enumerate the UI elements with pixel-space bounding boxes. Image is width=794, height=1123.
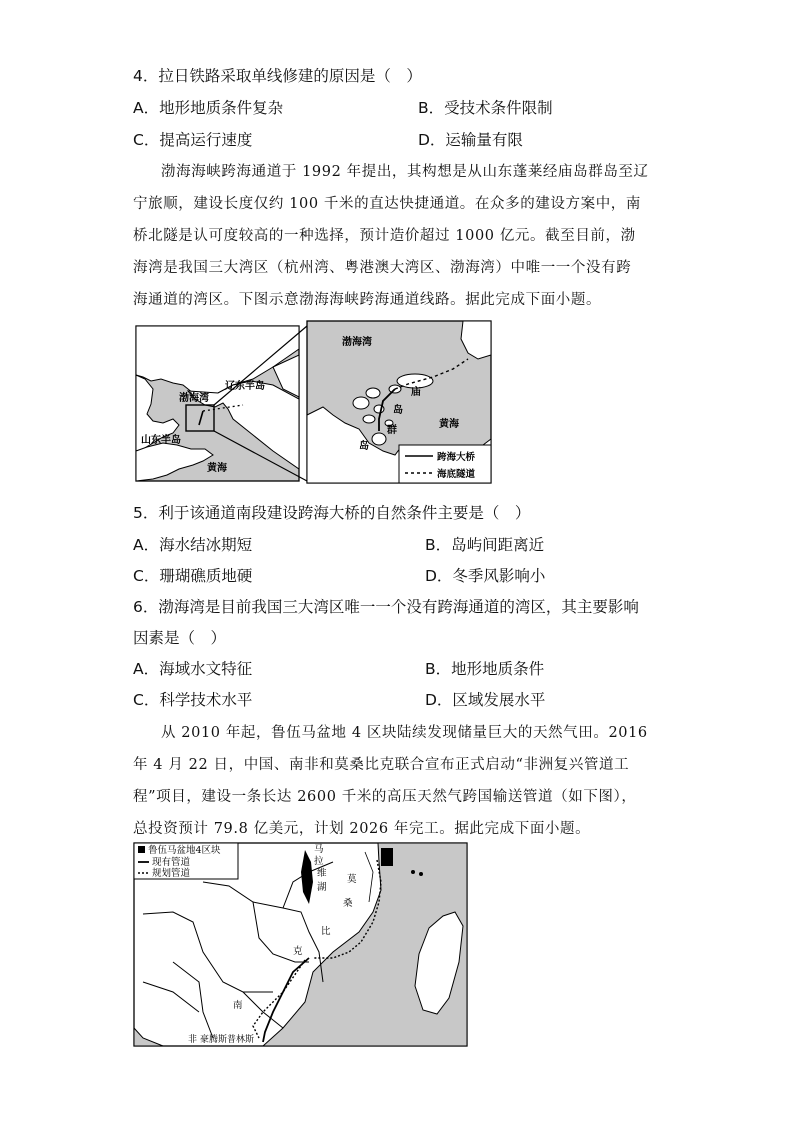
legend-bridge-label: 跨海大桥 <box>437 452 476 463</box>
label-yellow-sea-left: 黄海 <box>207 463 227 474</box>
q4-option-c[interactable]: C．提高运行速度 <box>133 131 253 149</box>
question-6-stem-line1: 6．渤海湾是目前我国三大湾区唯一一个没有跨海通道的湾区，其主要影响 <box>133 598 639 616</box>
q4-option-a[interactable]: A．地形地质条件复杂 <box>133 99 284 117</box>
map2-legend <box>134 843 238 879</box>
q6-option-d[interactable]: D．区域发展水平 <box>425 691 546 709</box>
question-4-stem: 4．拉日铁路采取单线修建的原因是（ ） <box>133 67 422 85</box>
label-fei: 非 <box>188 1035 198 1045</box>
q4-option-d[interactable]: D．运输量有限 <box>418 131 523 149</box>
bohai-detail-panel <box>307 321 491 483</box>
q5-option-d[interactable]: D．冬季风影响小 <box>425 567 546 585</box>
q4-option-b[interactable]: B．受技术条件限制 <box>418 99 553 117</box>
passage-line: 总投资预计 79.8 亿美元，计划 2026 年完工。据此完成下面小题。 <box>133 821 591 837</box>
q6-option-a[interactable]: A．海域水文特征 <box>133 660 253 678</box>
pipeline-map <box>133 842 469 1048</box>
label-ke: 克 <box>293 946 303 957</box>
passage-bohai-strait <box>133 156 663 316</box>
label-wei: 维 <box>317 868 327 879</box>
passage-line: 渤海海峡跨海通道于 1992 年提出，其构想是从山东蓬莱经庙岛群岛至辽 <box>161 164 649 180</box>
label-la: 拉 <box>314 856 324 867</box>
label-sang: 桑 <box>343 898 353 909</box>
passage-line: 年 4 月 22 日，中国、南非和莫桑比克联合宣布正式启动“非洲复兴管道工 <box>133 757 630 773</box>
q5-option-b[interactable]: B．岛屿间距离近 <box>425 536 545 554</box>
label-bi: 比 <box>321 926 331 937</box>
legend-ruvuma-block: 鲁伍马盆地4区块 <box>148 845 221 856</box>
passage-line: 桥北隧是认可度较高的一种选择，预计造价超过 1000 亿元。截至目前，渤 <box>133 228 636 244</box>
label-yellow-sea-right: 黄海 <box>439 419 459 430</box>
passage-line: 海湾是我国三大湾区（杭州湾、粤港澳大湾区、渤海湾）中唯一一个没有跨 <box>133 260 632 276</box>
label-miao: 庙 <box>411 387 421 398</box>
q6-option-c[interactable]: C．科学技术水平 <box>133 691 253 709</box>
question-6-stem-line2: 因素是（ ） <box>133 629 227 647</box>
bohai-overview-panel <box>136 326 299 481</box>
label-dao-2: 岛 <box>359 441 369 452</box>
label-dao-1: 岛 <box>393 405 403 416</box>
label-city: 豪腾斯普林斯 <box>200 1035 255 1045</box>
question-5-stem: 5．利于该通道南段建设跨海大桥的自然条件主要是（ ） <box>133 504 531 522</box>
map1-legend <box>399 445 491 483</box>
label-liaodong-peninsula: 辽东半岛 <box>225 381 265 392</box>
q6-option-b[interactable]: B．地形地质条件 <box>425 660 545 678</box>
label-hu: 湖 <box>317 882 327 893</box>
q5-option-a[interactable]: A．海水结冰期短 <box>133 536 253 554</box>
q5-option-c[interactable]: C．珊瑚礁质地硬 <box>133 567 253 585</box>
label-shandong-peninsula: 山东半岛 <box>141 435 181 446</box>
passage-line: 程”项目，建设一条长达 2600 千米的高压天然气跨国输送管道（如下图）， <box>133 789 637 805</box>
passage-line: 从 2010 年起，鲁伍马盆地 4 区块陆续发现储量巨大的天然气田。2016 <box>161 725 648 741</box>
label-bohai-bay-detail: 渤海湾 <box>342 337 372 348</box>
label-qun: 群 <box>387 425 397 436</box>
legend-planned-pipeline: 规划管道 <box>152 868 191 879</box>
label-bohai-bay: 渤海湾 <box>179 393 209 404</box>
label-mo: 莫 <box>347 874 357 885</box>
bohai-strait-map <box>133 319 513 487</box>
label-ma: 马 <box>314 844 324 855</box>
passage-line: 宁旅顺，建设长度仅约 100 千米的直达快捷通道。在众多的建设方案中，南 <box>133 196 641 212</box>
passage-line: 海通道的湾区。下图示意渤海海峡跨海通道线路。据此完成下面小题。 <box>133 292 602 308</box>
label-nan: 南 <box>233 1000 243 1011</box>
legend-existing-pipeline: 现有管道 <box>152 857 191 868</box>
legend-tunnel-label: 海底隧道 <box>437 469 476 480</box>
passage-africa-pipeline <box>133 717 663 845</box>
